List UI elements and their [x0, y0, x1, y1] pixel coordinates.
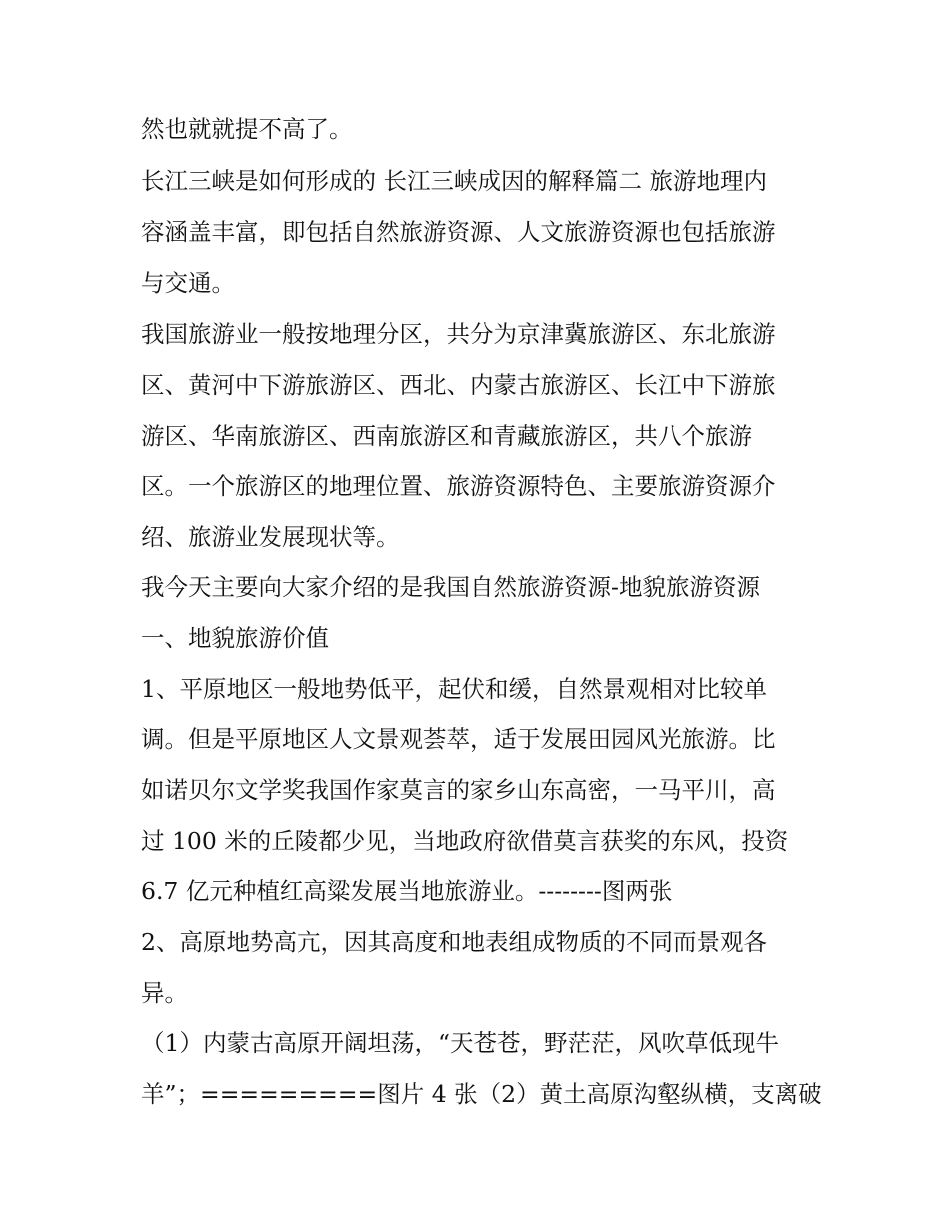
text-line: 区、黄河中下游旅游区、西北、内蒙古旅游区、长江中下游旅: [141, 371, 776, 399]
text-line: 容涵盖丰富，即包括自然旅游资源、人文旅游资源也包括旅游: [141, 218, 776, 246]
text-line: 1、平原地区一般地势低平，起伏和缓，自然景观相对比较单: [141, 675, 767, 703]
text-line: 调。但是平原地区人文景观荟萃，适于发展田园风光旅游。比: [141, 725, 776, 753]
text-line: 6.7 亿元种植红高粱发展当地旅游业。--------图两张: [141, 877, 673, 905]
text-line: 区。一个旅游区的地理位置、旅游资源特色、主要旅游资源介: [141, 472, 776, 500]
text-line: 2、高原地势高亢，因其高度和地表组成物质的不同而景观各: [141, 928, 767, 956]
text-line: （1）内蒙古高原开阔坦荡，“天苍苍，野茫茫，风吹草低现牛: [141, 1029, 779, 1057]
text-line: 游区、华南旅游区、西南旅游区和青藏旅游区，共八个旅游: [141, 422, 752, 450]
text-line: 绍、旅游业发展现状等。: [141, 523, 400, 551]
text-line: 长江三峡是如何形成的 长江三峡成因的解释篇二 旅游地理内: [141, 167, 767, 195]
text-line: 与交通。: [141, 269, 235, 297]
text-line: 我国旅游业一般按地理分区，共分为京津冀旅游区、东北旅游: [141, 320, 776, 348]
text-line: 我今天主要向大家介绍的是我国自然旅游资源-地貌旅游资源: [141, 573, 760, 601]
text-line: 异。: [141, 979, 188, 1007]
text-line: 羊”；=========图片 4 张（2）黄土高原沟壑纵横，支离破: [141, 1080, 822, 1108]
text-line: 然也就就提不高了。: [141, 115, 353, 143]
section-heading: 一、地貌旅游价值: [141, 624, 329, 652]
text-line: 过 100 米的丘陵都少见，当地政府欲借莫言获奖的东风，投资: [141, 827, 789, 855]
text-line: 如诺贝尔文学奖我国作家莫言的家乡山东高密，一马平川，高: [141, 776, 776, 804]
